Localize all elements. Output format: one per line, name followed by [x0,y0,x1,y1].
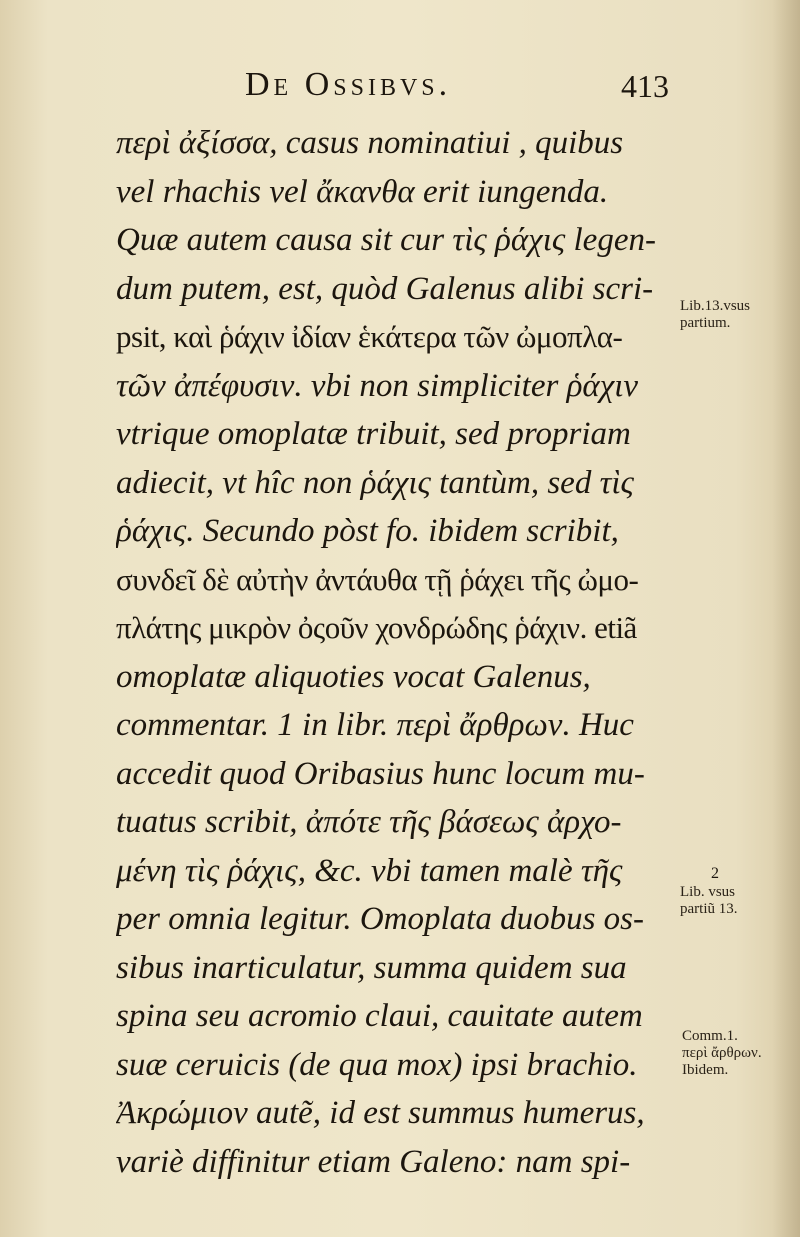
text-line: suæ ceruicis (de qua mox) ipsi brachio. [116,1046,638,1083]
text-line: Ἀκρώμιον autẽ, id est summus humerus, [116,1095,645,1131]
margin-note [682,1028,762,1079]
page-edge-shadow [772,0,800,1237]
text-line: vel rhachis vel ἄκανθα erit iungenda. [116,173,609,210]
text-line: sibus inarticulatur, summa quidem sua [116,949,627,986]
text-line: μένη τὶς ῥάχις, &c. vbi tamen malè τῆς [116,852,623,889]
text-line: συνδεῖ δὲ αὐτὴν ἀντάυθα τῇ ῥάχει τῆς ὠμο- [116,561,639,597]
page-number: 413 [621,68,669,104]
text-line: dum putem, est, quòd Galenus alibi scri- [116,270,654,307]
running-title: De Ossibvs. [245,66,452,103]
text-line: πλάτης μικρὸν ὀςοῦν χονδρώδης ῥάχιν. etiã [116,610,637,645]
margin-note-number: 2 [711,865,719,882]
text-line: psit, καὶ ῥάχιν ἰδίαν ἑκάτερα τῶν ὠμοπλα- [116,319,623,354]
margin-note [680,298,750,332]
text-line: vtrique omoplatæ tribuit, sed propriam [116,416,631,452]
text-line: commentar. 1 in libr. περὶ ἄρθρων. Huc [116,707,634,743]
margin-note-line: Ibidem. [682,1062,729,1078]
text-line: adiecit, vt hîc non ῥάχις tantùm, sed τὶς [116,464,634,501]
page-header [0,66,800,116]
text-line: ῥάχις. Secundo pòst fo. ibidem scribit, [116,513,619,549]
margin-note-line: Comm.1. [682,1028,738,1044]
text-line: τῶν ἀπέφυσιν. vbi non simpliciter ῥάχιν [116,367,639,404]
text-line: περὶ ἀξίσσα, casus nominatiui , quibus [116,125,624,161]
text-line: accedit quod Oribasius hunc locum mu- [116,755,645,792]
text-line: variè diffinitur etiam Galeno: nam spi- [116,1143,631,1180]
text-line: spina seu acromio claui, cauitate autem [116,998,643,1034]
margin-note-line: partiũ 13. [680,901,738,917]
margin-note-line: περὶ ἄρθρων. [682,1045,762,1061]
margin-note-line: Lib.13.vsus [680,298,751,314]
text-line: per omnia legitur. Omoplata duobus os- [116,901,644,937]
text-line: omoplatæ aliquoties vocat Galenus, [116,658,591,695]
text-line: Quæ autem causa sit cur τὶς ῥάχις legen- [116,222,656,258]
margin-note-line: Lib. vsus [680,884,736,900]
margin-note-line: partium. [680,315,731,331]
text-line: tuatus scribit, ἀπότε τῆς βάσεως ἀρχο- [116,804,622,840]
margin-note [680,884,738,918]
main-text [116,119,676,1186]
